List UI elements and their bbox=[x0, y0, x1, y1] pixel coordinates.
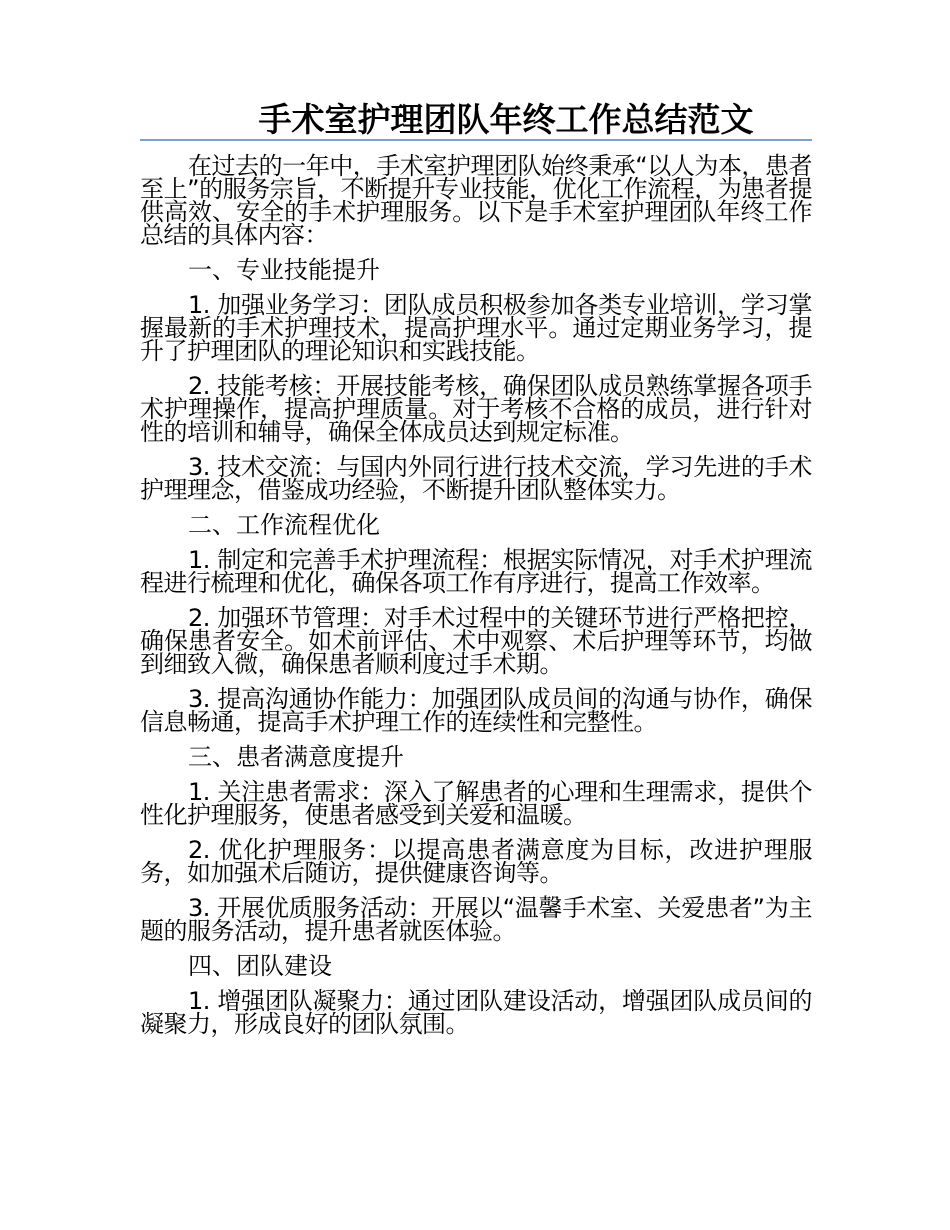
section-item: 3. 技术交流：与国内外同行进行技术交流，学习先进的手术护理理念，借鉴成功经验，不断提升团队整体实力。 bbox=[140, 453, 812, 504]
section-item: 1. 制定和完善手术护理流程：根据实际情况，对手术护理流程进行梳理和优化，确保各项工作有序进行，提高工作效率。 bbox=[140, 546, 812, 597]
document-title: 手术室护理团队年终工作总结范文 bbox=[258, 100, 754, 139]
section-item: 2. 优化护理服务：以提高患者满意度为目标，改进护理服务，如加强术后随访，提供健康咨询等。 bbox=[140, 836, 812, 887]
section-heading: 二、工作流程优化 bbox=[188, 511, 380, 539]
section-item: 1. 增强团队凝聚力：通过团队建设活动，增强团队成员间的凝聚力，形成良好的团队氛围。 bbox=[140, 987, 812, 1038]
section-heading: 三、患者满意度提升 bbox=[188, 743, 404, 771]
section-item: 2. 加强环节管理：对手术过程中的关键环节进行严格把控，确保患者安全。如术前评估、术中观察、术后护理等环节，均做到细致入微，确保患者顺利度过手术期。 bbox=[140, 604, 812, 678]
section-1 bbox=[140, 256, 812, 504]
section-4 bbox=[140, 952, 812, 1038]
section-item: 3. 提高沟通协作能力：加强团队成员间的沟通与协作，确保信息畅通，提高手术护理工作的连续性和完整性。 bbox=[140, 685, 812, 736]
section-heading: 一、专业技能提升 bbox=[188, 256, 380, 284]
section-item: 1. 关注患者需求：深入了解患者的心理和生理需求，提供个性化护理服务，使患者感受到关爱和温暖。 bbox=[140, 778, 812, 829]
section-3 bbox=[140, 743, 812, 945]
section-heading: 四、团队建设 bbox=[188, 952, 332, 980]
section-item: 1. 加强业务学习：团队成员积极参加各类专业培训，学习掌握最新的手术护理技术，提高护理水平。通过定期业务学习，提升了护理团队的理论知识和实践技能。 bbox=[140, 291, 812, 365]
section-2 bbox=[140, 511, 812, 736]
section-item: 2. 技能考核：开展技能考核，确保团队成员熟练掌握各项手术护理操作，提高护理质量。对于考核不合格的成员，进行针对性的培训和辅导，确保全体成员达到规定标准。 bbox=[140, 372, 812, 446]
section-item: 3. 开展优质服务活动：开展以“温馨手术室、关爱患者”为主题的服务活动，提升患者就医体验。 bbox=[140, 894, 812, 945]
document-page bbox=[140, 100, 812, 1048]
intro-paragraph: 在过去的一年中，手术室护理团队始终秉承“以人为本，患者至上”的服务宗旨，不断提升专业技能，优化工作流程，为患者提供高效、安全的手术护理服务。以下是手术室护理团队年终工作总结的具体内容： bbox=[140, 152, 812, 249]
